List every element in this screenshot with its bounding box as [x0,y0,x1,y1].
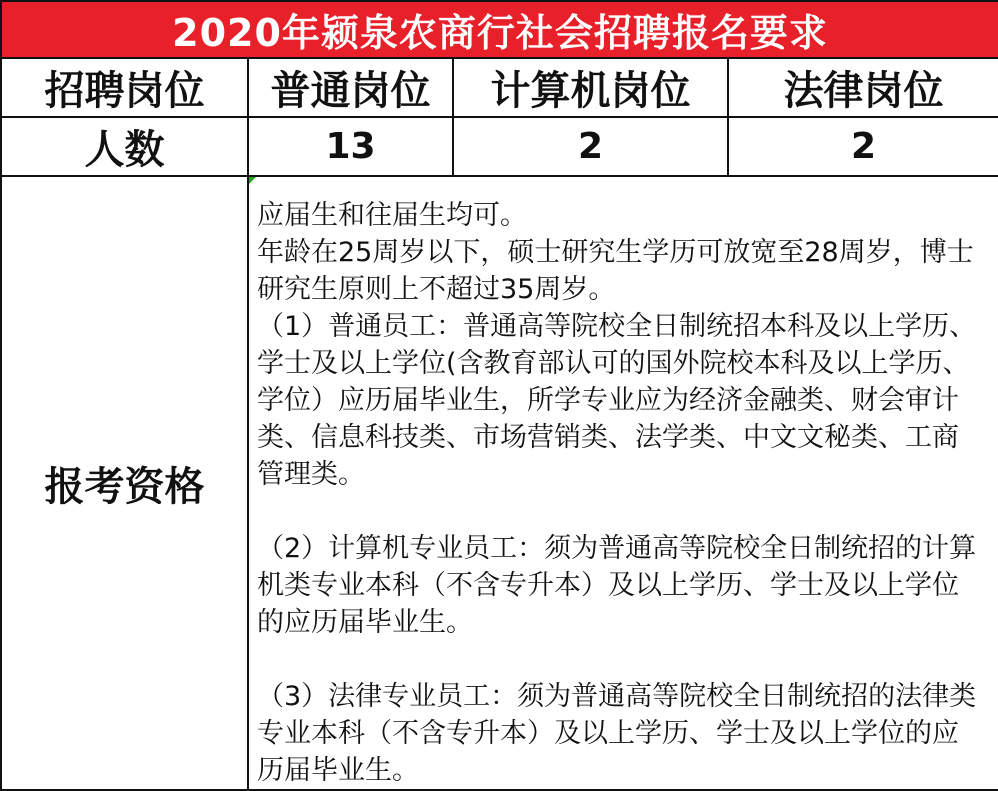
position-computer: 计算机岗位 [453,58,728,117]
headcount-computer: 2 [453,117,728,176]
qualification-row [1,176,998,790]
position-law: 法律岗位 [728,58,998,117]
cell-corner-marker [249,177,256,184]
table-title: 2020年颍泉农商行社会招聘报名要求 [1,1,998,58]
headcount-row [1,117,998,176]
qualification-paragraph-1: 应届生和往届生均可。 [257,200,527,231]
position-general: 普通岗位 [248,58,453,117]
qualification-paragraph-3: （1）普通员工：普通高等院校全日制统招本科及以上学历、学士及以上学位(含教育部认可的国外院校本科及以上学历、学位）应历届毕业生，所学专业应为经济金融类、财会审计类、信息科技类、市场营销类、法学类、中文文秘类、工商管理类。 [257,311,977,490]
position-header-row [1,58,998,117]
qualification-paragraph-4: （2）计算机专业员工：须为普通高等院校全日制统招的计算机类专业本科（不含专升本）及以上学历、学士及以上学位的应历届毕业生。 [257,533,977,638]
qualification-paragraph-5: （3）法律专业员工：须为普通高等院校全日制统招的法律类专业本科（不含专升本）及以上学历、学士及以上学位的应历届毕业生。 [257,681,977,786]
qualification-label: 报考资格 [1,176,248,790]
position-header-label: 招聘岗位 [1,58,248,117]
headcount-law: 2 [728,117,998,176]
headcount-label: 人数 [1,117,248,176]
qualification-text [249,177,998,789]
title-row [1,1,998,58]
qualification-content [248,176,998,790]
headcount-general: 13 [248,117,453,176]
qualification-paragraph-2: 年龄在25周岁以下，硕士研究生学历可放宽至28周岁，博士研究生原则上不超过35周岁。 [257,237,974,305]
